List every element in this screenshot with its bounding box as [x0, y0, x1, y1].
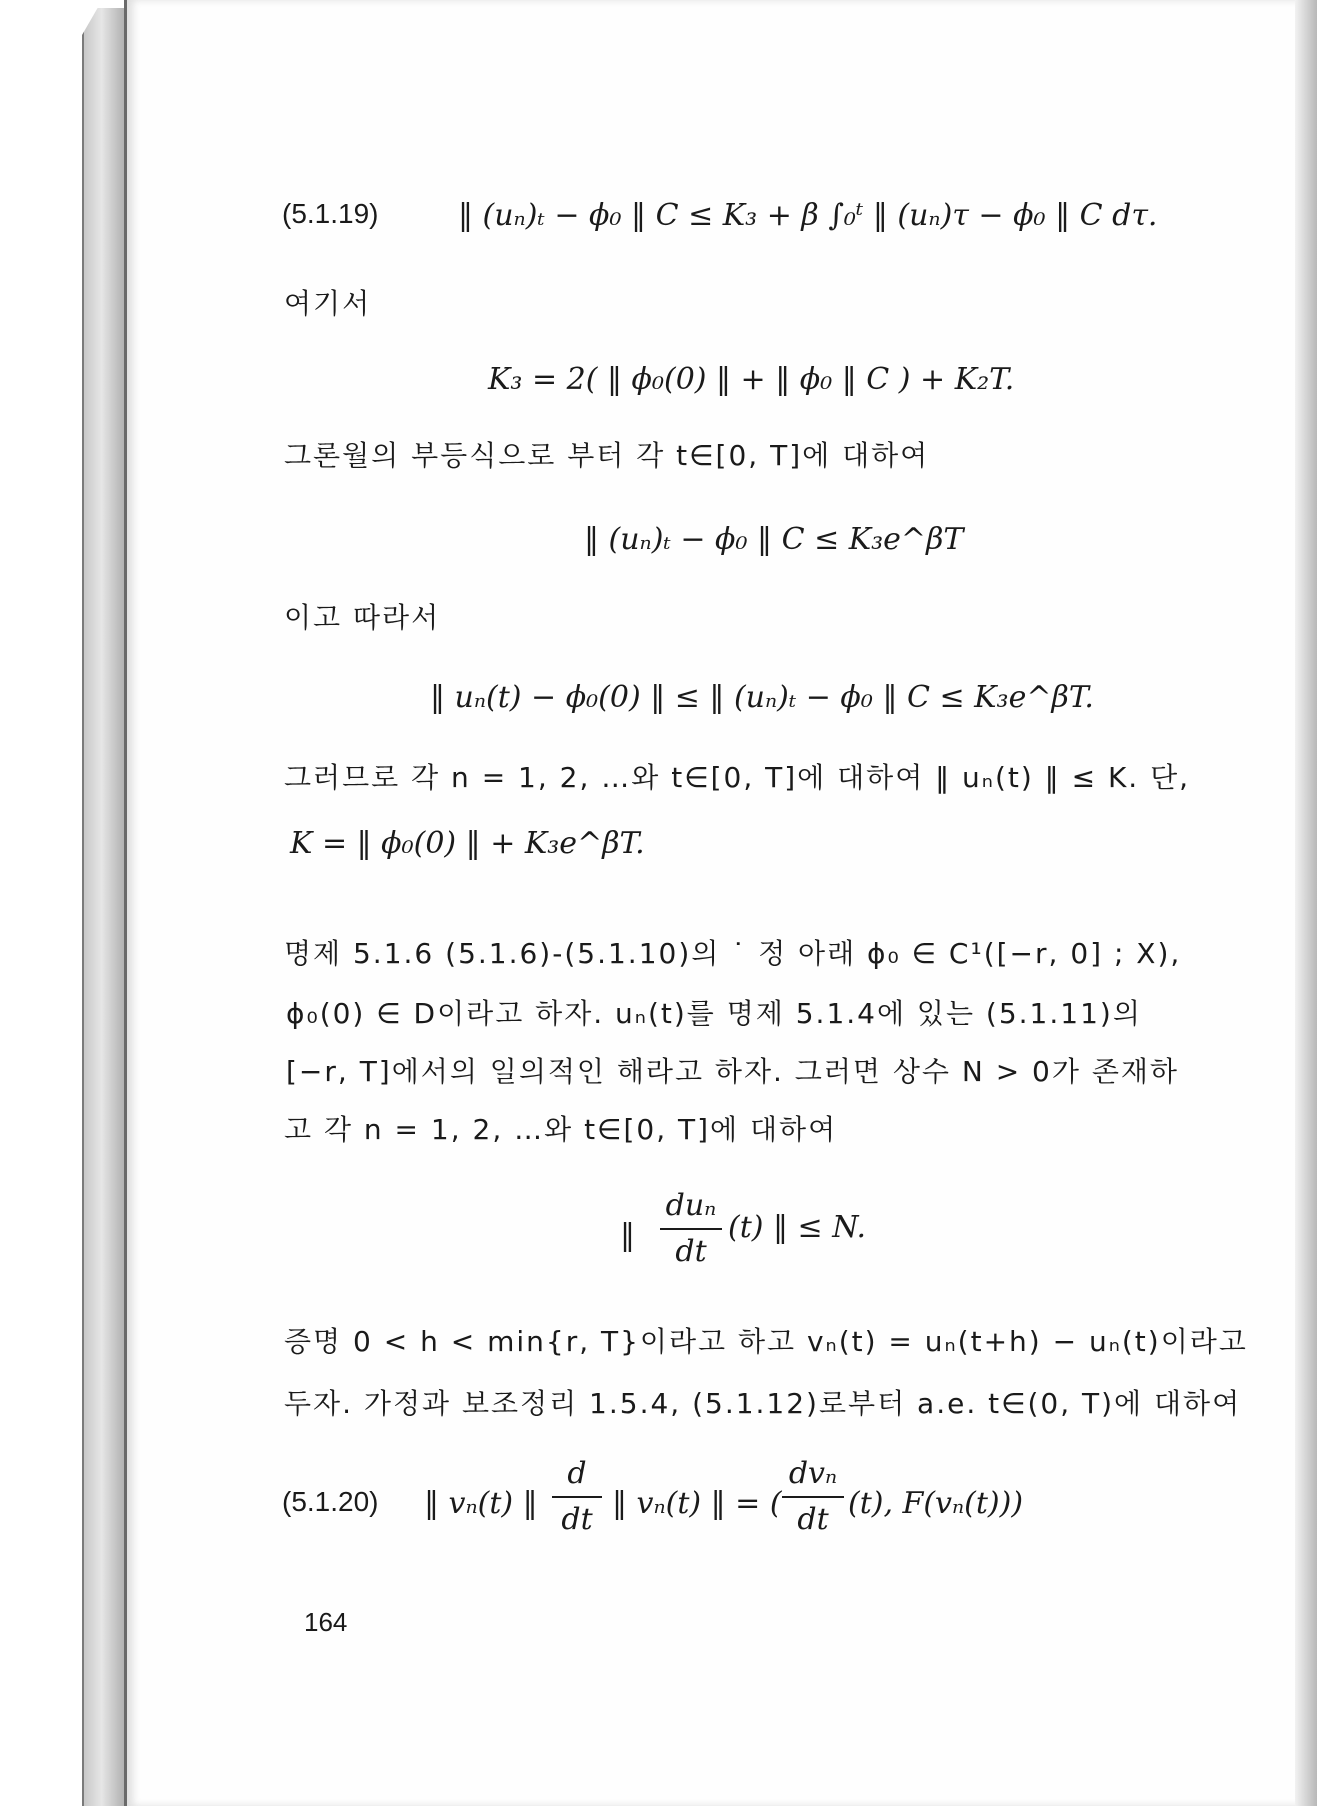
equation-derivative-bound	[620, 1188, 880, 1288]
eq-part: (t), F(vₙ(t)))	[848, 1486, 1024, 1521]
equation-5-1-19: ‖ (uₙ)ₜ − ϕ₀ ‖ C ≤ K₃ + β ∫₀ᵗ ‖ (uₙ)τ − ϕ₀ ‖ C dτ.	[458, 198, 1158, 233]
proposition-line: 고 각 n = 1, 2, …와 t∈[0, T]에 대하여	[284, 1113, 838, 1146]
eq-part: ‖ vₙ(t) ‖	[424, 1486, 538, 1521]
norm-bar: ‖	[620, 1218, 635, 1253]
equation-number: (5.1.19)	[282, 198, 379, 229]
fraction-numerator: dvₙ	[788, 1456, 838, 1491]
fraction-denominator: dt	[797, 1502, 829, 1537]
fraction-denominator: dt	[561, 1502, 593, 1537]
page-edge	[1295, 0, 1317, 1806]
fraction-bar	[782, 1496, 844, 1498]
equation-5-1-20	[424, 1456, 1044, 1556]
text-line: 이고 따라서	[284, 601, 441, 634]
equation-bound-1: ‖ (uₙ)ₜ − ϕ₀ ‖ C ≤ K₃e^βT	[584, 522, 964, 557]
fraction-bar	[660, 1228, 722, 1230]
eq-part: ‖ vₙ(t) ‖ = (	[612, 1486, 782, 1521]
equation-k3: K₃ = 2( ‖ ϕ₀(0) ‖ + ‖ ϕ₀ ‖ C ) + K₂T.	[488, 362, 1015, 397]
proposition-line: [−r, T]에서의 일의적인 해라고 하자. 그러면 상수 N > 0가 존재하	[286, 1055, 1179, 1088]
page-number: 164	[304, 1607, 348, 1637]
fraction-bar	[552, 1496, 602, 1498]
text-line: 여기서	[284, 287, 372, 320]
proof-line: 두자. 가정과 보조정리 1.5.4, (5.1.12)로부터 a.e. t∈(0, T)에 대하여	[284, 1387, 1242, 1420]
proposition-line: ϕ₀(0) ∈ D이라고 하자. uₙ(t)를 명제 5.1.4에 있는 (5.1.11)의	[286, 997, 1142, 1030]
equation-bound-2: ‖ uₙ(t) − ϕ₀(0) ‖ ≤ ‖ (uₙ)ₜ − ϕ₀ ‖ C ≤ K₃e^βT.	[430, 680, 1094, 715]
proof-line: 증명 0 < h < min{r, T}이라고 하고 vₙ(t) = uₙ(t+h) − uₙ(t)이라고	[284, 1325, 1248, 1358]
fraction-numerator: d	[567, 1456, 587, 1491]
fraction-numerator: duₙ	[665, 1188, 717, 1223]
derivative-rhs: (t) ‖ ≤ N.	[728, 1210, 867, 1245]
equation-k: K = ‖ ϕ₀(0) ‖ + K₃e^βT.	[290, 826, 645, 861]
proposition-heading: 명제 5.1.6 (5.1.6)-(5.1.10)의 ˙ 정 아래 ϕ₀ ∈ C¹([−r, 0] ; X),	[284, 937, 1182, 970]
text-line: 그론월의 부등식으로 부터 각 t∈[0, T]에 대하여	[284, 439, 930, 472]
text-line: 그러므로 각 n = 1, 2, …와 t∈[0, T]에 대하여 ‖ uₙ(t) ‖ ≤ K. 단,	[284, 761, 1191, 794]
equation-number: (5.1.20)	[282, 1486, 379, 1517]
fraction-denominator: dt	[675, 1234, 707, 1269]
